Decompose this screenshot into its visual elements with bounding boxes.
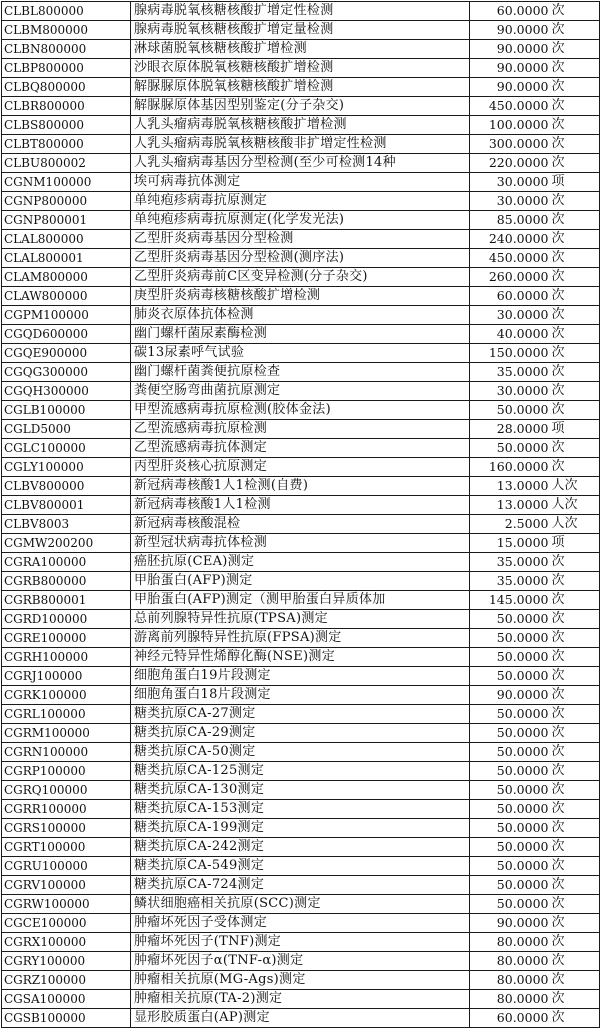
item-unit-cell: 次 — [551, 268, 600, 287]
item-price-cell: 50.0000 — [470, 819, 551, 838]
item-price-cell: 80.0000 — [470, 990, 551, 1009]
item-name-cell: 解脲脲原体脱氧核糖核酸扩增检测 — [131, 78, 470, 97]
table-row — [2, 610, 600, 629]
table-row — [2, 116, 600, 135]
item-price-cell: 50.0000 — [470, 439, 551, 458]
table-row — [2, 667, 600, 686]
item-name-cell: 细胞角蛋白19片段测定 — [131, 667, 470, 686]
item-name-cell: 糖类抗原CA-153测定 — [131, 800, 470, 819]
item-code-cell: CGRU100000 — [2, 857, 131, 876]
table-row — [2, 819, 600, 838]
item-code-cell: CGRJ100000 — [2, 667, 131, 686]
item-price-cell: 160.0000 — [470, 458, 551, 477]
item-name-cell: 肿瘤相关抗原(TA-2)测定 — [131, 990, 470, 1009]
item-name-cell: 肿瘤相关抗原(MG-Ags)测定 — [131, 971, 470, 990]
table-row — [2, 933, 600, 952]
item-unit-cell: 次 — [551, 230, 600, 249]
table-row — [2, 344, 600, 363]
item-unit-cell: 次 — [551, 895, 600, 914]
item-code-cell: CGRM100000 — [2, 724, 131, 743]
item-name-cell: 幽门螺杆菌粪便抗原检查 — [131, 363, 470, 382]
item-price-cell: 50.0000 — [470, 705, 551, 724]
item-unit-cell: 次 — [551, 610, 600, 629]
table-row — [2, 781, 600, 800]
table-row — [2, 743, 600, 762]
price-table — [1, 1, 600, 1028]
item-price-cell: 50.0000 — [470, 762, 551, 781]
item-name-cell: 糖类抗原CA-199测定 — [131, 819, 470, 838]
table-row — [2, 990, 600, 1009]
item-code-cell: CLBU800002 — [2, 154, 131, 173]
item-unit-cell: 次 — [551, 439, 600, 458]
item-name-cell: 单纯疱疹病毒抗原测定(化学发光法) — [131, 211, 470, 230]
item-price-cell: 90.0000 — [470, 686, 551, 705]
item-code-cell: CLAL800001 — [2, 249, 131, 268]
item-price-cell: 30.0000 — [470, 192, 551, 211]
table-row — [2, 477, 600, 496]
item-name-cell: 新冠病毒核酸1人1检测(自费) — [131, 477, 470, 496]
item-code-cell: CLBR800000 — [2, 97, 131, 116]
item-price-cell: 90.0000 — [470, 59, 551, 78]
item-name-cell: 新冠病毒核酸混检 — [131, 515, 470, 534]
item-price-cell: 90.0000 — [470, 40, 551, 59]
item-name-cell: 庚型肝炎病毒核糖核酸扩增检测 — [131, 287, 470, 306]
item-unit-cell: 次 — [551, 648, 600, 667]
item-code-cell: CGRH100000 — [2, 648, 131, 667]
item-unit-cell: 次 — [551, 838, 600, 857]
table-row — [2, 458, 600, 477]
table-row — [2, 420, 600, 439]
table-row — [2, 97, 600, 116]
table-row — [2, 686, 600, 705]
item-name-cell: 埃可病毒抗体测定 — [131, 173, 470, 192]
table-row — [2, 895, 600, 914]
item-name-cell: 糖类抗原CA-50测定 — [131, 743, 470, 762]
item-code-cell: CLBN800000 — [2, 40, 131, 59]
item-unit-cell: 次 — [551, 154, 600, 173]
item-code-cell: CGCE100000 — [2, 914, 131, 933]
item-code-cell: CGRL100000 — [2, 705, 131, 724]
table-row — [2, 78, 600, 97]
table-row — [2, 876, 600, 895]
item-unit-cell: 次 — [551, 857, 600, 876]
table-row — [2, 629, 600, 648]
item-code-cell: CLBV8003 — [2, 515, 131, 534]
item-unit-cell: 人次 — [551, 515, 600, 534]
item-price-cell: 100.0000 — [470, 116, 551, 135]
item-price-cell: 30.0000 — [470, 382, 551, 401]
item-name-cell: 乙型肝炎病毒前C区变异检测(分子杂交) — [131, 268, 470, 287]
item-price-cell: 50.0000 — [470, 667, 551, 686]
item-name-cell: 乙型肝炎病毒基因分型检测(测序法) — [131, 249, 470, 268]
item-name-cell: 幽门螺杆菌尿素酶检测 — [131, 325, 470, 344]
item-code-cell: CGQG300000 — [2, 363, 131, 382]
item-unit-cell: 次 — [551, 724, 600, 743]
item-price-cell: 50.0000 — [470, 401, 551, 420]
item-unit-cell: 次 — [551, 363, 600, 382]
item-name-cell: 解脲脲原体基因型别鉴定(分子杂交) — [131, 97, 470, 116]
item-price-cell: 90.0000 — [470, 914, 551, 933]
item-unit-cell: 次 — [551, 591, 600, 610]
item-price-cell: 30.0000 — [470, 173, 551, 192]
item-unit-cell: 次 — [551, 553, 600, 572]
item-name-cell: 乙型肝炎病毒基因分型检测 — [131, 230, 470, 249]
item-price-cell: 15.0000 — [470, 534, 551, 553]
table-row — [2, 173, 600, 192]
item-unit-cell: 次 — [551, 952, 600, 971]
table-row — [2, 553, 600, 572]
item-unit-cell: 次 — [551, 705, 600, 724]
table-row — [2, 534, 600, 553]
item-name-cell: 糖类抗原CA-27测定 — [131, 705, 470, 724]
table-row — [2, 135, 600, 154]
item-name-cell: 糖类抗原CA-724测定 — [131, 876, 470, 895]
item-price-cell: 90.0000 — [470, 21, 551, 40]
item-code-cell: CGRV100000 — [2, 876, 131, 895]
item-name-cell: 新冠病毒核酸1人1检测 — [131, 496, 470, 515]
item-name-cell: 神经元特异性烯醇化酶(NSE)测定 — [131, 648, 470, 667]
item-price-cell: 50.0000 — [470, 648, 551, 667]
item-unit-cell: 次 — [551, 116, 600, 135]
item-code-cell: CLBQ800000 — [2, 78, 131, 97]
item-unit-cell: 人次 — [551, 496, 600, 515]
item-unit-cell: 次 — [551, 211, 600, 230]
item-name-cell: 糖类抗原CA-125测定 — [131, 762, 470, 781]
table-row — [2, 838, 600, 857]
table-row — [2, 382, 600, 401]
item-unit-cell: 项 — [551, 173, 600, 192]
item-unit-cell: 次 — [551, 971, 600, 990]
item-code-cell: CGLB100000 — [2, 401, 131, 420]
item-unit-cell: 次 — [551, 2, 600, 21]
item-name-cell: 癌胚抗原(CEA)测定 — [131, 553, 470, 572]
item-price-cell: 300.0000 — [470, 135, 551, 154]
item-unit-cell: 次 — [551, 249, 600, 268]
item-name-cell: 总前列腺特异性抗原(TPSA)测定 — [131, 610, 470, 629]
item-name-cell: 肺炎衣原体抗体检测 — [131, 306, 470, 325]
item-price-cell: 50.0000 — [470, 876, 551, 895]
item-name-cell: 细胞角蛋白18片段测定 — [131, 686, 470, 705]
item-unit-cell: 次 — [551, 1009, 600, 1028]
item-price-cell: 145.0000 — [470, 591, 551, 610]
item-unit-cell: 项 — [551, 534, 600, 553]
item-price-cell: 240.0000 — [470, 230, 551, 249]
item-name-cell: 单纯疱疹病毒抗原测定 — [131, 192, 470, 211]
item-code-cell: CGSA100000 — [2, 990, 131, 1009]
table-row — [2, 591, 600, 610]
item-code-cell: CGSB100000 — [2, 1009, 131, 1028]
table-row — [2, 800, 600, 819]
item-name-cell: 肿瘤坏死因子受体测定 — [131, 914, 470, 933]
item-code-cell: CLBT800000 — [2, 135, 131, 154]
item-code-cell: CGLY100000 — [2, 458, 131, 477]
item-name-cell: 粪便空肠弯曲菌抗原测定 — [131, 382, 470, 401]
item-unit-cell: 次 — [551, 572, 600, 591]
item-price-cell: 35.0000 — [470, 572, 551, 591]
table-row — [2, 705, 600, 724]
table-row — [2, 306, 600, 325]
table-row — [2, 40, 600, 59]
table-row — [2, 287, 600, 306]
table-row — [2, 515, 600, 534]
table-row — [2, 211, 600, 230]
item-code-cell: CLBV800001 — [2, 496, 131, 515]
item-unit-cell: 次 — [551, 97, 600, 116]
item-name-cell: 新型冠状病毒抗体检测 — [131, 534, 470, 553]
item-price-cell: 50.0000 — [470, 895, 551, 914]
item-name-cell: 人乳头瘤病毒基因分型检测(至少可检测14种 — [131, 154, 470, 173]
item-code-cell: CGLC100000 — [2, 439, 131, 458]
item-code-cell: CGRY100000 — [2, 952, 131, 971]
item-name-cell: 鳞状细胞癌相关抗原(SCC)测定 — [131, 895, 470, 914]
item-name-cell: 糖类抗原CA-29测定 — [131, 724, 470, 743]
table-row — [2, 249, 600, 268]
item-unit-cell: 次 — [551, 762, 600, 781]
item-name-cell: 甲胎蛋白(AFP)测定（测甲胎蛋白异质体加 — [131, 591, 470, 610]
table-row — [2, 496, 600, 515]
item-name-cell: 淋球菌脱氧核糖核酸扩增检测 — [131, 40, 470, 59]
item-price-cell: 50.0000 — [470, 781, 551, 800]
table-row — [2, 1009, 600, 1028]
item-price-cell: 13.0000 — [470, 496, 551, 515]
item-code-cell: CLBV800000 — [2, 477, 131, 496]
item-price-cell: 30.0000 — [470, 306, 551, 325]
item-code-cell: CGMW200200 — [2, 534, 131, 553]
item-name-cell: 显形胶质蛋白(AP)测定 — [131, 1009, 470, 1028]
item-name-cell: 肿瘤坏死因子(TNF)测定 — [131, 933, 470, 952]
item-price-cell: 450.0000 — [470, 249, 551, 268]
item-unit-cell: 次 — [551, 192, 600, 211]
item-unit-cell: 次 — [551, 781, 600, 800]
item-price-cell: 90.0000 — [470, 78, 551, 97]
item-code-cell: CGQE900000 — [2, 344, 131, 363]
item-code-cell: CLAL800000 — [2, 230, 131, 249]
item-unit-cell: 次 — [551, 325, 600, 344]
item-code-cell: CGRB800000 — [2, 572, 131, 591]
item-unit-cell: 次 — [551, 667, 600, 686]
item-code-cell: CGNP800000 — [2, 192, 131, 211]
item-unit-cell: 项 — [551, 420, 600, 439]
item-price-cell: 50.0000 — [470, 857, 551, 876]
item-name-cell: 甲胎蛋白(AFP)测定 — [131, 572, 470, 591]
item-unit-cell: 次 — [551, 40, 600, 59]
item-unit-cell: 次 — [551, 344, 600, 363]
table-row — [2, 401, 600, 420]
table-row — [2, 268, 600, 287]
item-name-cell: 糖类抗原CA-549测定 — [131, 857, 470, 876]
item-name-cell: 糖类抗原CA-130测定 — [131, 781, 470, 800]
table-row — [2, 230, 600, 249]
table-row — [2, 154, 600, 173]
item-unit-cell: 次 — [551, 743, 600, 762]
item-code-cell: CGRS100000 — [2, 819, 131, 838]
item-unit-cell: 次 — [551, 306, 600, 325]
item-code-cell: CGRZ100000 — [2, 971, 131, 990]
item-name-cell: 人乳头瘤病毒脱氧核糖核酸非扩增定性检测 — [131, 135, 470, 154]
item-code-cell: CGLD5000 — [2, 420, 131, 439]
item-unit-cell: 次 — [551, 990, 600, 1009]
item-code-cell: CGRK100000 — [2, 686, 131, 705]
item-price-cell: 50.0000 — [470, 724, 551, 743]
item-price-cell: 60.0000 — [470, 2, 551, 21]
item-price-cell: 50.0000 — [470, 629, 551, 648]
item-name-cell: 肿瘤坏死因子α(TNF-α)测定 — [131, 952, 470, 971]
item-price-cell: 13.0000 — [470, 477, 551, 496]
table-row — [2, 724, 600, 743]
item-price-cell: 80.0000 — [470, 971, 551, 990]
item-price-cell: 35.0000 — [470, 363, 551, 382]
item-price-cell: 150.0000 — [470, 344, 551, 363]
item-code-cell: CLAW800000 — [2, 287, 131, 306]
item-price-cell: 2.5000 — [470, 515, 551, 534]
table-row — [2, 363, 600, 382]
item-unit-cell: 次 — [551, 876, 600, 895]
item-code-cell: CGRT100000 — [2, 838, 131, 857]
item-code-cell: CLBP800000 — [2, 59, 131, 78]
item-code-cell: CGRW100000 — [2, 895, 131, 914]
item-code-cell: CGRE100000 — [2, 629, 131, 648]
item-code-cell: CGRR100000 — [2, 800, 131, 819]
item-code-cell: CGRB800001 — [2, 591, 131, 610]
item-name-cell: 游离前列腺特异性抗原(FPSA)测定 — [131, 629, 470, 648]
item-name-cell: 腺病毒脱氧核糖核酸扩增定性检测 — [131, 2, 470, 21]
item-unit-cell: 次 — [551, 629, 600, 648]
item-price-cell: 450.0000 — [470, 97, 551, 116]
table-row — [2, 971, 600, 990]
item-code-cell: CGRQ100000 — [2, 781, 131, 800]
item-price-cell: 260.0000 — [470, 268, 551, 287]
item-unit-cell: 次 — [551, 287, 600, 306]
item-code-cell: CGRN100000 — [2, 743, 131, 762]
item-code-cell: CLBM800000 — [2, 21, 131, 40]
item-unit-cell: 次 — [551, 458, 600, 477]
item-unit-cell: 次 — [551, 914, 600, 933]
item-unit-cell: 次 — [551, 800, 600, 819]
item-price-cell: 80.0000 — [470, 933, 551, 952]
table-row — [2, 21, 600, 40]
table-row — [2, 572, 600, 591]
table-row — [2, 914, 600, 933]
item-unit-cell: 次 — [551, 401, 600, 420]
item-unit-cell: 次 — [551, 21, 600, 40]
item-price-cell: 80.0000 — [470, 952, 551, 971]
item-code-cell: CGRD100000 — [2, 610, 131, 629]
item-code-cell: CLBS800000 — [2, 116, 131, 135]
item-price-cell: 60.0000 — [470, 287, 551, 306]
item-price-cell: 40.0000 — [470, 325, 551, 344]
item-name-cell: 人乳头瘤病毒脱氧核糖核酸扩增检测 — [131, 116, 470, 135]
item-code-cell: CLBL800000 — [2, 2, 131, 21]
item-unit-cell: 次 — [551, 78, 600, 97]
item-price-cell: 85.0000 — [470, 211, 551, 230]
item-price-cell: 50.0000 — [470, 838, 551, 857]
item-name-cell: 糖类抗原CA-242测定 — [131, 838, 470, 857]
item-name-cell: 沙眼衣原体脱氧核糖核酸扩增检测 — [131, 59, 470, 78]
item-code-cell: CGPM100000 — [2, 306, 131, 325]
table-row — [2, 952, 600, 971]
item-unit-cell: 次 — [551, 686, 600, 705]
item-price-cell: 35.0000 — [470, 553, 551, 572]
table-row — [2, 762, 600, 781]
item-unit-cell: 次 — [551, 819, 600, 838]
item-name-cell: 碳13尿素呼气试验 — [131, 344, 470, 363]
item-name-cell: 腺病毒脱氧核糖核酸扩增定量检测 — [131, 21, 470, 40]
table-row — [2, 439, 600, 458]
item-price-cell: 28.0000 — [470, 420, 551, 439]
item-code-cell: CGQH300000 — [2, 382, 131, 401]
item-code-cell: CGRX100000 — [2, 933, 131, 952]
item-unit-cell: 次 — [551, 933, 600, 952]
price-table-body — [2, 2, 600, 1028]
item-unit-cell: 次 — [551, 135, 600, 154]
table-row — [2, 325, 600, 344]
item-price-cell: 220.0000 — [470, 154, 551, 173]
item-code-cell: CGNP800001 — [2, 211, 131, 230]
item-code-cell: CGRP100000 — [2, 762, 131, 781]
table-row — [2, 857, 600, 876]
item-price-cell: 50.0000 — [470, 800, 551, 819]
item-price-cell: 50.0000 — [470, 743, 551, 762]
item-code-cell: CGNM100000 — [2, 173, 131, 192]
table-row — [2, 648, 600, 667]
item-code-cell: CLAM800000 — [2, 268, 131, 287]
item-name-cell: 乙型流感病毒抗原检测 — [131, 420, 470, 439]
table-row — [2, 59, 600, 78]
item-code-cell: CGQD600000 — [2, 325, 131, 344]
table-row — [2, 192, 600, 211]
table-row — [2, 2, 600, 21]
item-name-cell: 甲型流感病毒抗原检测(胶体金法) — [131, 401, 470, 420]
item-price-cell: 50.0000 — [470, 610, 551, 629]
item-name-cell: 丙型肝炎核心抗原测定 — [131, 458, 470, 477]
item-code-cell: CGRA100000 — [2, 553, 131, 572]
item-name-cell: 乙型流感病毒抗体测定 — [131, 439, 470, 458]
item-price-cell: 60.0000 — [470, 1009, 551, 1028]
item-unit-cell: 次 — [551, 59, 600, 78]
item-unit-cell: 人次 — [551, 477, 600, 496]
item-unit-cell: 次 — [551, 382, 600, 401]
